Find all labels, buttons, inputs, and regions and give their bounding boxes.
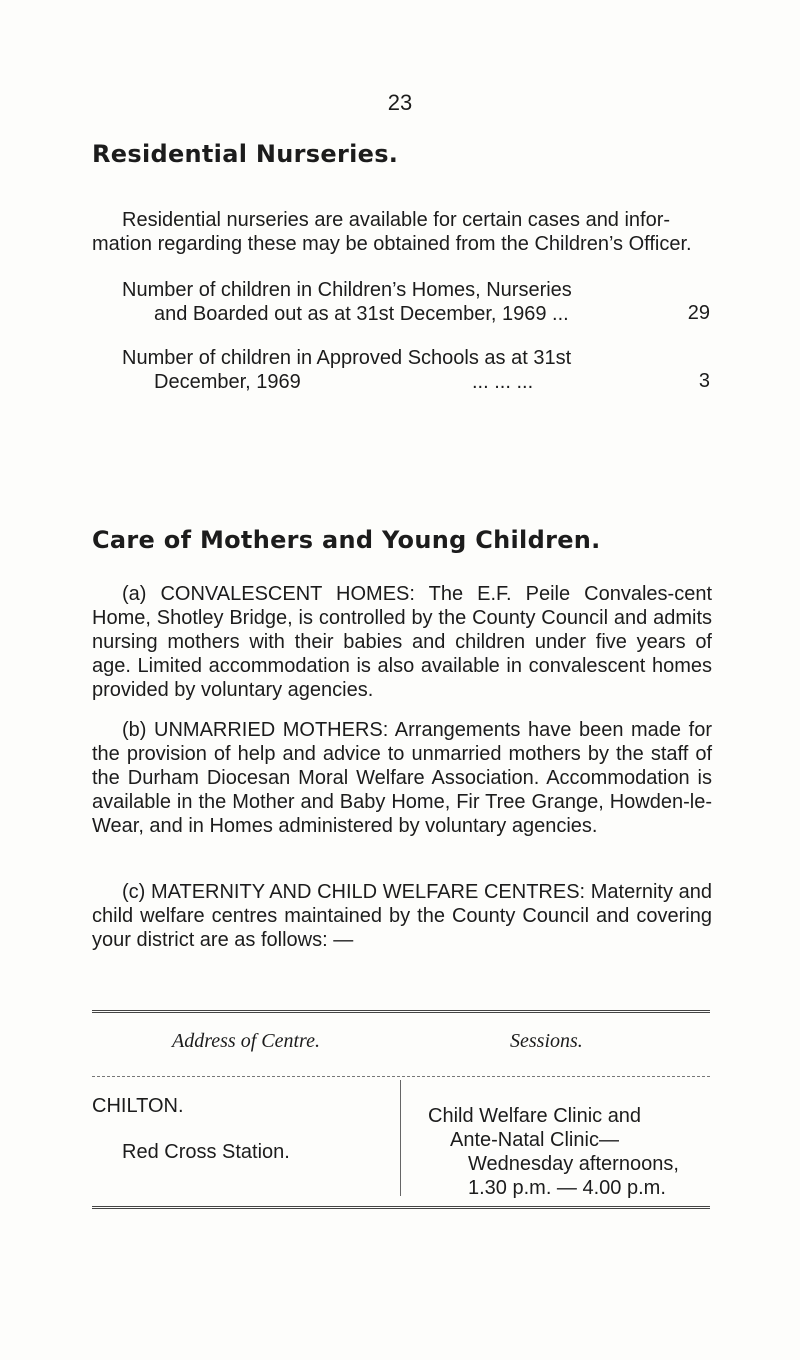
table-header-rule [92, 1076, 710, 1077]
stat-approved-schools-line-1: Number of children in Approved Schools as at 31st [122, 347, 572, 369]
paragraph-welfare-centres: (c) MATERNITY AND CHILD WELFARE CENTRES: Maternity and child welfare centres maintained by the County Council and covering your district are as follows: — [92, 881, 712, 951]
sessions-cell-line-1: Child Welfare Clinic and [428, 1105, 642, 1127]
column-header-sessions: Sessions. [510, 1030, 583, 1052]
sessions-cell-line-4: 1.30 p.m. — 4.00 p.m. [468, 1177, 666, 1199]
paragraph-unmarried-mothers: (b) UNMARRIED MOTHERS: Arrangements have been made for the provision of help and advice to unmarried mothers by the staff of the Durham Diocesan Moral Welfare Association. Accommodation is available in the Mother and Baby Home, Fir Tree Grange, Howden-le-Wear, and in Homes administered by voluntary agencies. [92, 719, 712, 837]
sessions-cell-line-2: Ante-Natal Clinic— [450, 1129, 619, 1151]
stat-approved-schools-dots: ... ... ... [472, 371, 534, 393]
stat-approved-schools-line-2: December, 1969 [154, 371, 301, 393]
table-top-rule [92, 1010, 710, 1013]
address-cell-line-1: CHILTON. [92, 1095, 184, 1117]
table-bottom-rule [92, 1206, 710, 1209]
page-number: 23 [387, 90, 413, 115]
stat-homes-line-1: Number of children in Children’s Homes, Nurseries [122, 279, 572, 301]
paragraph-convalescent-homes: (a) CONVALESCENT HOMES: The E.F. Peile Convales-cent Home, Shotley Bridge, is controlled by the County Council and admits nursing mothers with their babies and children under five years of age. Limited accommodation is also available in convalescent homes provided by voluntary agencies. [92, 583, 712, 701]
intro-line-2: mation regarding these may be obtained from the Children’s Officer. [92, 233, 692, 255]
address-cell-line-2: Red Cross Station. [122, 1141, 290, 1163]
table-column-divider [400, 1080, 401, 1196]
stat-homes-line-2: and Boarded out as at 31st December, 1969 ... [154, 303, 569, 325]
stat-approved-schools-value: 3 [698, 370, 710, 392]
intro-line-1: Residential nurseries are available for certain cases and infor- [122, 209, 671, 231]
section-heading-care-of-mothers: Care of Mothers and Young Children. [92, 526, 601, 554]
sessions-cell-line-3: Wednesday afternoons, [468, 1153, 679, 1175]
section-heading-residential-nurseries: Residential Nurseries. [92, 140, 399, 168]
stat-homes-value: 29 [687, 302, 710, 324]
column-header-address: Address of Centre. [172, 1030, 320, 1052]
